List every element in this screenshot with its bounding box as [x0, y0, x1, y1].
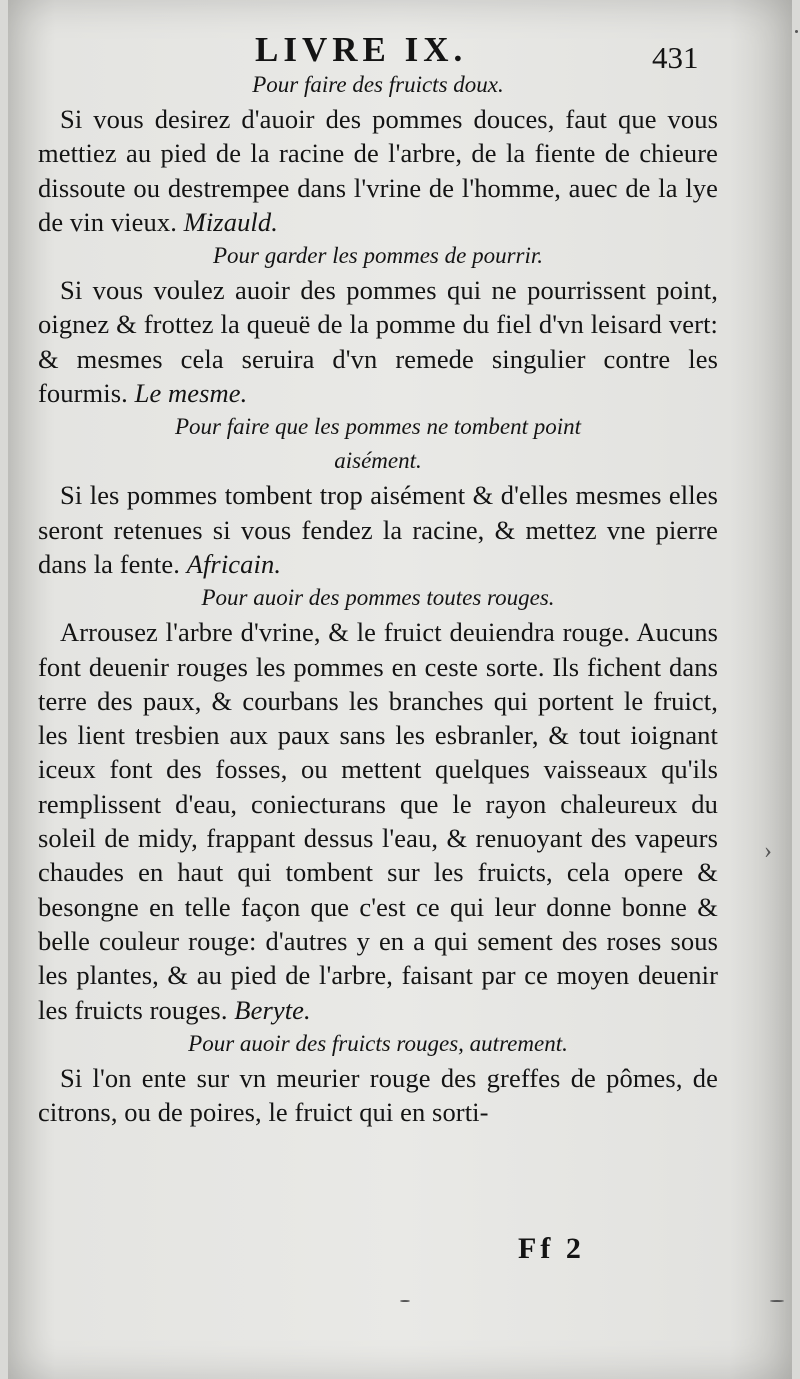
section-paragraph: [38, 102, 718, 239]
source-citation: Mizauld.: [183, 206, 278, 237]
paragraph-text: Si l'on ente sur vn meurier rouge des greffes de pômes, de citrons, ou de poires, le fruict qui en sorti-: [38, 1062, 718, 1128]
ink-speck: [400, 1300, 410, 1302]
section-heading: Pour auoir des fruicts rouges, autrement.: [188, 1030, 568, 1056]
section-paragraph: [38, 1061, 718, 1130]
signature-mark: Ff 2: [518, 1232, 585, 1265]
section-heading: Pour faire des fruicts doux.: [252, 72, 504, 97]
source-citation: Le mesme.: [134, 378, 248, 409]
section-paragraph: [38, 478, 718, 581]
ink-speck: [795, 30, 798, 33]
section-heading: Pour auoir des pommes toutes rouges.: [201, 585, 555, 611]
source-citation: Africain.: [186, 548, 282, 579]
paragraph-text: Arrousez l'arbre d'vrine, & le fruict deuiendra rouge. Aucuns font deuenir rouges les pommes en ceste sorte. Ils fichent dans terre des paux, & courbans les branches qui portent le fruict, les lient tresbien aux paux sans les esbranler, & tout ioignant iceux font des fosses, ou mettent quelques vaisseaux qu'ils remplissent d'eau, coniecturans que le rayon chaleureux du soleil de midy, frappant dessus l'eau, & renuoyant des vapeurs chaudes en haut qui tombent sur les fruicts, cela opere & besongne en telle façon que c'est ce qui leur donne bonne & belle couleur rouge: d'autres y en a qui sement des roses sous les plantes, & au pied de l'arbre, faisant par ce moyen deuenir les fruicts rouges.: [38, 617, 718, 1025]
section-heading: Pour garder les pommes de pourrir.: [212, 243, 544, 269]
section-paragraph: [38, 273, 718, 410]
running-title: LIVRE IX.: [255, 30, 468, 69]
page-number: 431: [652, 40, 699, 75]
ink-speck: [770, 1300, 784, 1302]
margin-chevron-icon: ›: [764, 838, 772, 864]
paragraph-text: Si les pommes tombent trop aisément & d'elles mesmes elles seront retenues si vous fendez la racine, & mettez vne pierre dans la fente.: [38, 480, 718, 579]
section-heading: Pour faire que les pommes ne tombent point aisément.: [174, 414, 582, 474]
paragraph-text: Si vous voulez auoir des pommes qui ne pourrissent point, oignez & frottez la queuë de la pomme du fiel d'vn leisard vert: & mesmes cela seruira d'vn remede singulier contre les fourmis.: [38, 275, 718, 409]
source-citation: Beryte.: [234, 994, 311, 1025]
paragraph-text: Si vous desirez d'auoir des pommes douces, faut que vous mettiez au pied de la racine de l'arbre, de la fiente de chieure dissoute ou destrempee dans l'vrine de l'homme, auec de la lye de vin vieux.: [38, 104, 718, 237]
text-body: [38, 68, 718, 1129]
section-paragraph: [38, 615, 718, 1027]
